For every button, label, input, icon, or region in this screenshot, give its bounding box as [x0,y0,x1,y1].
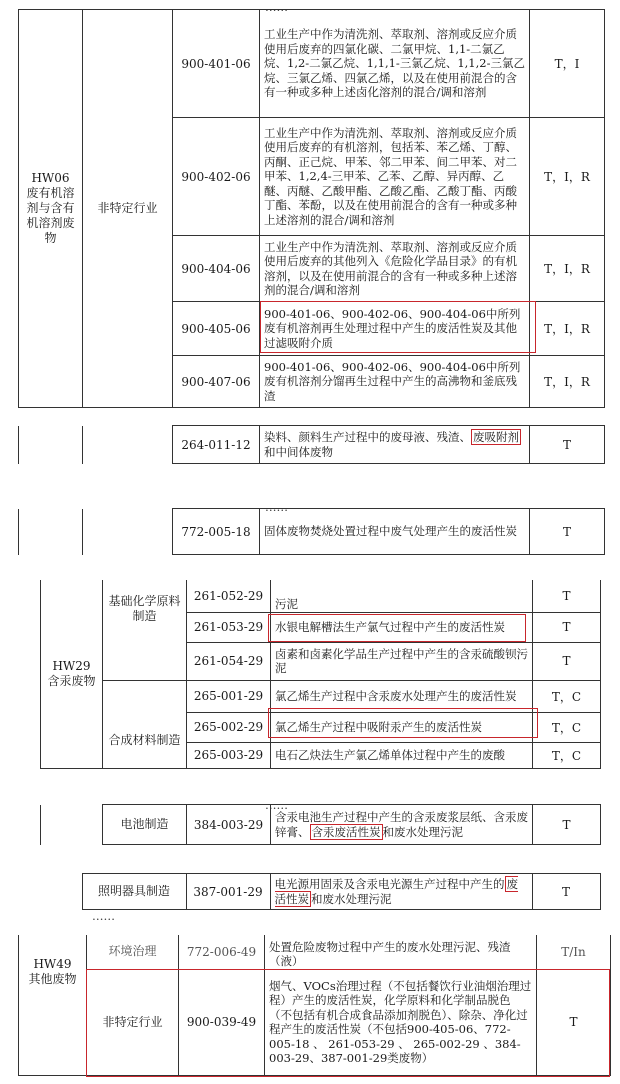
hw06-industry: 非特定行业 [83,10,173,408]
waste-description: 氯乙烯生产过程中含汞废水处理产生的废活性炭 [271,680,533,712]
hazard-property: T [533,580,601,612]
hazard-property: T [533,805,601,845]
highlighted-text: 废活性炭 [274,877,518,906]
category-label: HW29 含汞废物 [47,658,96,688]
hw06-category [19,10,83,408]
incineration-table [18,508,605,555]
hazard-property: T [537,969,611,1075]
waste-description: 工业生产中作为清洗剂、萃取剂、溶剂或反应介质使用后废弃的四氯化碳、二氯甲烷、1,1-二氯乙烷、1,2-二氯乙烷、1,1,1-三氯乙烷、1,1,2-三氯乙烷、三氯乙烯、四氯乙烯，以及在使用前混合的含有一种或多种上述卤化溶剂的混合/调和溶剂 [260,10,530,118]
fragment-lighting [0,873,620,923]
waste-code: 261-054-29 [187,642,271,680]
industry: 照明器具制造 [82,874,186,910]
industry: 非特定行业 [87,969,179,1075]
waste-description: 工业生产中作为清洗剂、萃取剂、溶剂或反应介质使用后废弃的其他列入《危险化学品目录》的有机溶剂，以及在使用前混合的含有一种或多种上述溶剂的混合/调和溶剂 [260,236,530,302]
waste-description [270,874,532,910]
waste-description: 工业生产中作为清洗剂、萃取剂、溶剂或反应介质使用后废弃的有机溶剂，包括苯、苯乙烯、丁醇、丙酮、正己烷、甲苯、邻二甲苯、间二甲苯、对二甲苯、1,2,4-三甲苯、乙苯、乙醇、异丙醇、乙醚、丙醚、乙酸甲酯、乙酸乙酯、乙酸丁酯、丙酸丁酯、苯酚，以及在使用前混合的含有一种或多种上述溶剂的混合/调和溶剂 [260,118,530,236]
waste-code: 900-404-06 [173,236,260,302]
hw29-category [41,580,103,768]
waste-code: 265-002-29 [187,712,271,742]
hazard-property: T [530,509,605,555]
waste-description [271,580,533,612]
hazard-property: T [530,426,605,464]
waste-code: 900-405-06 [173,302,260,356]
hazard-property: T，I [530,10,605,118]
desc-text: 电光源用固汞及含汞电光源生产过程中产生的 [274,877,505,891]
hazard-property: T，I，R [530,356,605,408]
hazard-property: T，I，R [530,118,605,236]
hazard-property: T [533,642,601,680]
highlight-box [260,301,536,353]
waste-code: 265-003-29 [187,742,271,768]
desc-text: 和废水处理污泥 [311,891,392,906]
fragment-battery [0,798,620,848]
cut-off-text: …… [265,798,288,812]
desc-text: 和中间体废物 [264,444,333,459]
industry: 环境治理 [87,935,179,969]
fragment-hw49 [0,935,620,1084]
waste-description: 处置危险废物过程中产生的废水处理污泥、残渣（液） [265,935,537,969]
fragment-incineration [0,500,620,560]
waste-description [271,805,533,845]
hazard-property: T [533,612,601,642]
cut-off-text: …… [92,909,115,923]
waste-code: 900-407-06 [173,356,260,408]
cut-off-text: …… [265,0,288,14]
waste-description: 电石乙炔法生产氯乙烯单体过程中产生的废酸 [271,742,533,768]
waste-description [260,426,530,464]
fragment-hw29 [0,580,620,775]
waste-description: 卤素和卤素化学品生产过程中产生的含汞硫酸钡污泥 [271,642,533,680]
dye-table [18,425,605,464]
desc-text: 含汞电池生产过程中产生的含汞废浆层纸、含汞废锌膏、 [275,810,528,839]
hazard-property: T，C [533,742,601,768]
fragment-dye [0,425,620,475]
hazard-property: T [532,874,600,910]
battery-table [40,804,601,845]
desc-text: 污泥 [275,597,298,611]
highlight-box [268,614,526,642]
hw29-industry: 合成材料制造 [103,680,187,768]
cut-off-text: …… [265,500,288,514]
waste-description: 900-401-06、900-402-06、900-404-06中所列废有机溶剂分馏再生过程中产生的高沸物和釜底残渣 [260,356,530,408]
waste-description: 氯乙烯生产过程中吸附汞产生的废活性炭 [271,712,533,742]
category-label: HW06 废有机溶 剂与含有 机溶剂废 物 [26,171,75,245]
fragment-hw06 [0,0,620,410]
desc-text: 染料、颜料生产过程中的废母液、残渣、 [264,430,471,444]
hw29-industry [103,580,187,680]
waste-code: 384-003-29 [187,805,271,845]
hazard-property: T，C [533,680,601,712]
highlighted-text: 含汞废活性炭 [311,824,381,839]
waste-code: 264-011-12 [173,426,260,464]
hw29-table [40,580,601,769]
highlight-box [86,969,610,1077]
highlight-box [268,708,538,738]
waste-description: 水银电解槽法生产氯气过程中产生的废活性炭 [271,612,533,642]
waste-code: 772-006-49 [179,935,265,969]
waste-code: 900-402-06 [173,118,260,236]
waste-code: 772-005-18 [173,509,260,555]
desc-text: 和废水处理污泥 [382,824,463,839]
hw49-category [19,935,87,1075]
waste-code: 265-001-29 [187,680,271,712]
waste-code: 900-039-49 [179,969,265,1075]
category-label: HW49 其他废物 [28,957,77,986]
waste-description: 900-401-06、900-402-06、900-404-06中所列废有机溶剂再生处理过程中产生的废活性炭及其他过滤吸附介质 [260,302,530,356]
lighting-table [40,873,601,910]
highlighted-text: 废吸附剂 [473,430,519,444]
industry-label: 基础化学原料 制造 [108,594,181,623]
hazard-property: T，C [533,712,601,742]
hazard-property: T，I，R [530,302,605,356]
hazard-property: T/In [537,935,611,969]
waste-description: 烟气、VOCs治理过程（不包括餐饮行业油烟治理过程）产生的废活性炭，化学原料和化学制品脱色（不包括有机合成食品添加剂脱色）、除杂、净化过程产生的废活性炭（不包括900-405-06、772-005-18 、 261-053-29 、 265-002-29 、384-003-29、387-001-29类废物） [265,969,537,1075]
waste-description: 固体废物焚烧处置过程中废气处理产生的废活性炭 [260,509,530,555]
industry: 电池制造 [103,805,187,845]
waste-code: 261-053-29 [187,612,271,642]
waste-code: 387-001-29 [186,874,270,910]
waste-code: 261-052-29 [187,580,271,612]
hazard-property: T，I，R [530,236,605,302]
waste-code: 900-401-06 [173,10,260,118]
